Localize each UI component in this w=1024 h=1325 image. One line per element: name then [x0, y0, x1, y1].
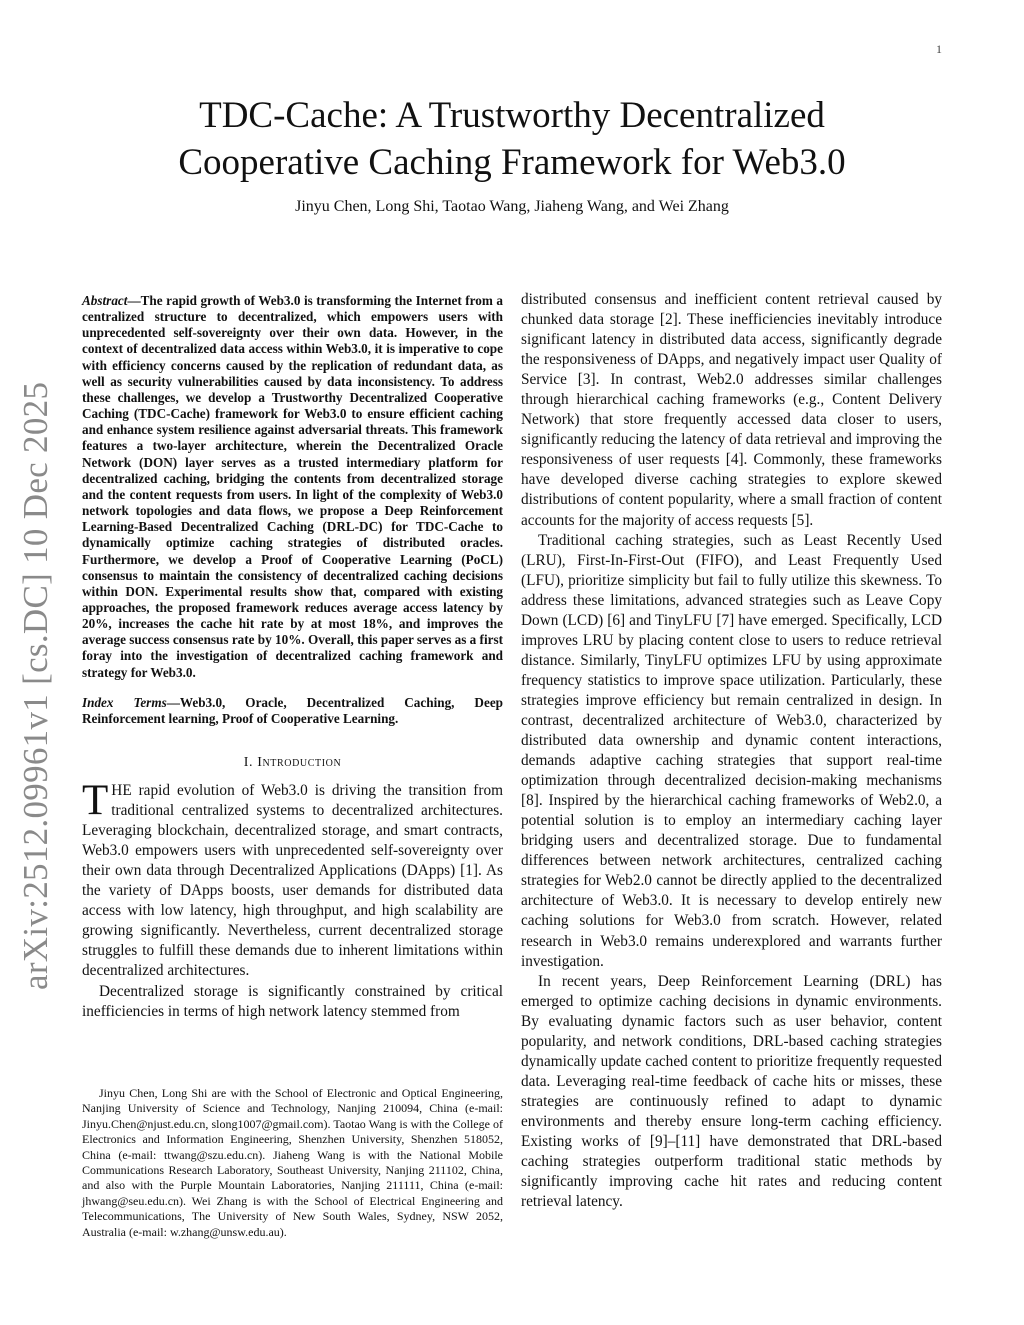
paper-title-line-2: Cooperative Caching Framework for Web3.0: [178, 142, 846, 183]
author-affiliations-footnote: Jinyu Chen, Long Shi are with the School of Electronic and Optical Engineering, Nanjing University of Science and Technology, Nanjing 210094, China (e-mail: Jinyu.Chen@njust.edu.cn, slong1007@gmail.com). Taotao Wang is with the College of Electronics and Information Engineering, Shenzhen University, Shenzhen 518052, China (e-mail: ttwang@szu.edu.cn). Jiaheng Wang is with the National Mobile Communications Research Laboratory, Southeast University, Nanjing 211102, China, and also with the Purple Mountain Laboratories, Nanjing 211111, China (e-mail: jhwang@seu.edu.cn). Wei Zhang is with the School of Electrical Engineering and Telecommunications, The University of New South Wales, Sydney, NSW 2052, Australia (e-mail: w.zhang@unsw.edu.au).: [82, 1086, 503, 1239]
intro-paragraph-2-continued: distributed consensus and inefficient content retrieval caused by chunked data storage [2]. These inefficiencies inevitably introduce significant latency in distributed data access, significantly degrade the responsiveness of DApps, and negatively impact user Quality of Service [3]. In contrast, Web2.0 addresses similar challenges through hierarchical caching frameworks (e.g., Content Delivery Network) that store frequently accessed data closer to users, significantly reducing the latency of data retrieval and improving the responsiveness of user requests [4]. Commonly, these frameworks have developed diverse caching strategies to explore skewed distributions of content popularity, where a small fraction of content accounts for the majority of access requests [5].: [521, 291, 942, 529]
right-column: [521, 290, 942, 1212]
section-number: I.: [243, 755, 258, 771]
page-number: 1: [936, 42, 942, 56]
intro-paragraph-1-text: HE rapid evolution of Web3.0 is driving the transition from traditional centralized systems to decentralized architectures. Leveraging blockchain, decentralized storage, and smart contracts, Web3.0 empowers users with unprecedented self-sovereignty over their own data through Decentralized Applications (DApps) [1]. As the variety of DApps boosts, user demands for distributed data access with low latency, high throughput, and high scalability are growing significantly. Nevertheless, current decentralized storage struggles to fulfill these demands due to inherent limitations within decentralized architectures.: [82, 782, 503, 980]
index-terms-text: Web3.0, Oracle, Decentralized Caching, Deep Reinforcement learning, Proof of Cooperative Learning.: [82, 694, 504, 726]
intro-paragraph-1: [82, 777, 503, 981]
paper-title: [100, 92, 924, 186]
left-column: [82, 293, 503, 1022]
abstract-dash: —: [127, 293, 141, 308]
intro-paragraph-4: In recent years, Deep Reinforcement Learning (DRL) has emerged to optimize caching decisions in dynamic environments. By evaluating dynamic factors such as user behavior, content popularity, and network conditions, DRL-based caching strategies dynamically update cached content to prioritize frequently requested data. Leveraging real-time feedback of cache hits or misses, these strategies are continuously refined to adapt to dynamic environments and thereby ensure long-term caching efficiency. Existing works of [9]–[11] have demonstrated that DRL-based caching strategies outperform traditional static methods by significantly improving cache hit rates and reducing content retrieval latency.: [521, 972, 942, 1211]
index-terms: [82, 695, 503, 727]
intro-paragraph-3: Traditional caching strategies, such as Least Recently Used (LRU), First-In-First-Out (FIFO), and Least Frequently Used (LFU), prioritize simplicity but fail to fully utilize this skewness. To address these limitations, advanced strategies such as Leave Copy Down (LCD) [6] and TinyLFU [7] have emerged. Specifically, LCD improves LRU by placing content close to users to reduce retrieval distance. Similarly, TinyLFU optimizes LFU by using approximate frequency statistics to improve space utilization. Particularly, these strategies improve efficiency but remain centralized in design. In contrast, decentralized architecture of Web3.0, characterized by distributed data ownership and dynamic content interactions, demands adaptive caching strategies that support real-time optimization through decentralized decision-making mechanisms [8]. Inspired by the hierarchical caching frameworks of Web2.0, a potential solution is to employ an intermediary caching layer bridging users and decentralized storage. Due to fundamental differences between network architectures, centralized caching strategies for Web2.0 cannot be directly applied to the decentralized architecture of Web3.0. It is necessary to develop entirely new caching solutions for Web3.0 from scratch. However, related research in Web3.0 remains underexplored and warrants further investigation.: [521, 531, 942, 970]
index-terms-dash: —: [166, 694, 180, 710]
index-terms-label: Index Terms: [82, 694, 167, 710]
drop-cap-letter: T: [82, 777, 109, 825]
abstract-label: Abstract: [82, 293, 128, 308]
section-heading-introduction: [82, 755, 503, 771]
paper-title-line-1: TDC-Cache: A Trustworthy Decentralized: [199, 95, 825, 136]
abstract: [82, 293, 503, 681]
abstract-text: The rapid growth of Web3.0 is transforming the Internet from a centralized structure to decentralized, which empowers users with unprecedented self-sovereignty over their own data. However, in the context of decentralized data access within Web3.0, it is imperative to cope with efficiency concerns caused by the replication of redundant data, as well as security vulnerabilities caused by data inconsistency. To address these challenges, we develop a Trustworthy Decentralized Cooperative Caching (TDC-Cache) framework for Web3.0 to ensure efficient caching and enhance system resilience against adversarial threats. This framework features a two-layer architecture, wherein the Decentralized Oracle Network (DON) layer serves as a trusted intermediary platform for decentralized caching, bridging the contents from decentralized storage and the content requests from users. In light of the complexity of Web3.0 network topologies and data flows, we propose a Deep Reinforcement Learning-Based Decentralized Caching (DRL-DC) for TDC-Cache to dynamically optimize caching strategies of distributed oracles. Furthermore, we develop a Proof of Cooperative Learning (PoCL) consensus to maintain the consistency of decentralized caching decisions within DON. Experimental results show that, compared with existing approaches, the proposed framework reduces average access latency by 20%, increases the cache hit rate by at most 18%, and improves the average success consensus rate by 10%. Overall, this paper serves as a first foray into the investigation of decentralized caching framework and strategy for Web3.0.: [82, 293, 503, 680]
section-title: Introduction: [257, 755, 342, 771]
intro-paragraph-2-start: Decentralized storage is significantly constrained by critical inefficiencies in terms of high network latency stemmed from: [82, 982, 503, 1020]
author-list: Jinyu Chen, Long Shi, Taotao Wang, Jiaheng Wang, and Wei Zhang: [295, 198, 729, 215]
arxiv-identifier-stamp: arXiv:2512.09961v1 [cs.DC] 10 Dec 2025: [16, 381, 55, 990]
